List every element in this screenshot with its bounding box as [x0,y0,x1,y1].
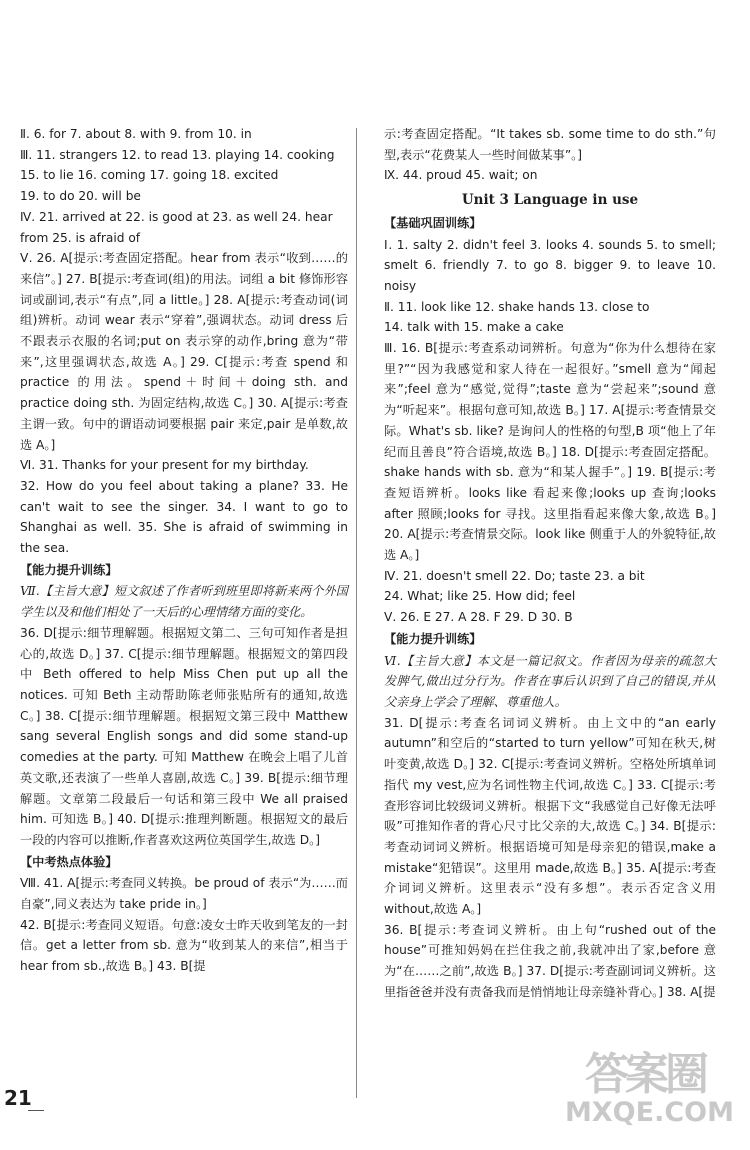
answer-line: Ⅴ. 26. E 27. A 28. F 29. D 30. B [384,610,573,625]
answer-line: Ⅴ. 26. A[提示:考查固定搭配。hear from 表示“收到……的来信”。] 27. B[提示:考查词(组)的用法。词组 a bit 修饰形容词或副词,表示“有点”,同 a little。] 28. A[提示:考查动词(词组)辨析。动词 wear 表示“穿着”,强调状态。动词 dress 后不跟表示衣服的名词;put on 表示穿的动作,bring 意为“带来”,这里强调状态,故选 A。] 29. C[提示:考查 spend 和 practice 的用法。spend＋时间＋doing sth. and practice doing sth. 为固定结构,故选 C。] 30. A[提示:考查主谓一致。句中的谓语动词要根据 pair 来定,pair 是单数,故选 A。] [20,251,348,452]
answer-line: 32. How do you feel about taking a plane? 33. He can't wait to see the singer. 34. I want to go to Shanghai as well. 35. She is afraid of swimming in the sea. [20,478,348,556]
answer-line: Ⅲ. 11. strangers 12. to read 13. playing 14. cooking [20,147,335,162]
page-number: 21 [4,1086,32,1110]
answer-line: 36. B[提示:考查词义辨析。由上句“rushed out of the house”可推知妈妈在拦住我之前,我就冲出了家,before 意为“在……之前”,故选 B。] 37. D[提示:考查副词词义辨析。这里指爸爸并没有责备我而是悄悄地让母亲缝补背心。] 38. A[提 [384,922,716,999]
answer-line: 24. What; like 25. How did; feel [384,589,576,604]
watermark-seal: 答案圈 [585,1049,705,1100]
watermark-site: MXQE.COM [565,1097,734,1128]
section-heading: 【能力提升训练】 [384,631,482,646]
unit-title: Unit 3 Language in use [461,192,639,209]
section-heading: 【中考热点体验】 [20,854,118,869]
answer-line: 19. to do 20. will be [20,189,141,204]
answer-line: Ⅱ. 6. for 7. about 8. with 9. from 10. in [20,127,252,141]
answer-line: 36. D[提示:细节理解题。根据短文第二、三句可知作者是担心的,故选 D。] 37. C[提示:细节理解题。根据短文的第四段中 Beth offered to help Miss Chen put up all the notices. 可知 Beth 主动帮助陈老师张贴所有的通知,故选 C。] 38. C[提示:细节理解题。根据短文第三段中 Matthew sang several English songs and did some stand-up comedies at the party. 可知 Matthew 在晚会上唱了儿首英文歌,还表演了一些单人喜剧,故选 C。] 39. B[提示:细节理解题。文章第二段最后一句话和第三段中 We all praised him. 可知选 B。] 40. D[提示:推理判断题。根据短文的最后一段的内容可以推断,作者喜欢这两位英国学生,故选 D。] [20,625,348,847]
column-divider [356,128,357,1098]
page-number-rule [28,1110,44,1111]
answer-line: Ⅳ. 21. doesn't smell 22. Do; taste 23. a bit [384,568,645,583]
answer-line: Ⅲ. 16. B[提示:考查系动词辨析。句意为“你为什么想待在家里?”“因为我感觉和家人待在一起很好。”smell 意为“闻起来”;feel 意为“感觉,觉得”;taste 意为“尝起来”;sound 意为“听起来”。根据句意可知,故选 B。] 17. A[提示:考查情景交际。What's sb. like? 是询问人的性格的句型,B 项“他上了年纪而且善良”符合语境,故选 B。] 18. D[提示:考查固定搭配。shake hands with sb. 意为“和某人握手”。] 19. B[提示:考查短语辨析。looks like 看起来像;looks up 查询;looks after 照顾;looks for 寻找。这里指看起来像大象,故选 B。] 20. A[提示:考查情景交际。look like 侧重于人的外貌特征,故选 A。] [384,341,716,563]
summary-paragraph: Ⅶ.【主旨大意】短文叙述了作者听到班里即将新来两个外国学生以及和他们相处了一天后的心理情绪方面的变化。 [20,584,348,620]
section-heading: 【基础巩固训练】 [384,215,482,230]
answer-line: Ⅵ. 31. Thanks for your present for my birthday. [20,458,309,473]
summary-paragraph: Ⅵ.【主旨大意】本文是一篇记叙文。作者因为母亲的疏忽大发脾气,做出过分行为。作者在事后认识到了自己的错误,并从父亲身上学会了理解、尊重他人。 [384,653,716,709]
answer-line: 14. talk with 15. make a cake [384,320,564,335]
answer-line: 示:考查固定搭配。“It takes sb. some time to do sth.”句型,表示“花费某人一些时间做某事”。] [384,127,716,162]
answer-line: Ⅷ. 41. A[提示:考查同义转换。be proud of 表示“为……而自豪”,同义表达为 take pride in。] [20,876,348,912]
answer-column-left [20,124,348,977]
answer-column-right [384,124,716,1003]
answer-line: 31. D[提示:考查名词词义辨析。由上文中的“an early autumn”和空后的“started to turn yellow”可知在秋天,树叶变黄,故选 D。] 32. C[提示:考查词义辨析。空格处所填单词指代 my vest,应为名词性物主代词,故选 C。] 33. C[提示:考查形容词比较级词义辨析。根据下文“我感觉自己好像无法呼吸”可推知作者的背心尺寸比父亲的大,故选 C。] 34. B[提示:考查动词词义辨析。根据语境可知是母亲犯的错误,make a mistake“犯错误”。这里用 made,故选 B。] 35. A[提示:考查介词词义辨析。这里表示“没有多想”。表示否定含义用 without,故选 A。] [384,715,716,917]
section-heading: 【能力提升训练】 [20,562,118,577]
answer-line: Ⅳ. 21. arrived at 22. is good at 23. as well 24. hear [20,209,333,224]
answer-line: Ⅰ. 1. salty 2. didn't feel 3. looks 4. sounds 5. to smell; smelt 6. friendly 7. to go 8. bigger 9. to leave 10. noisy [384,237,716,293]
answer-line: from 25. is afraid of [20,230,141,245]
answer-line: Ⅸ. 44. proud 45. wait; on [384,168,538,183]
answer-line: 42. B[提示:考查同义短语。句意:凌女士昨天收到笔友的一封信。get a letter from sb. 意为“收到某人的来信”,相当于 hear from sb.,故选 B。] 43. B[提 [20,917,348,974]
answer-line: Ⅱ. 11. look like 12. shake hands 13. close to [384,299,650,314]
answer-line: 15. to lie 16. coming 17. going 18. excited [20,168,279,183]
watermark-logo [565,1049,734,1142]
